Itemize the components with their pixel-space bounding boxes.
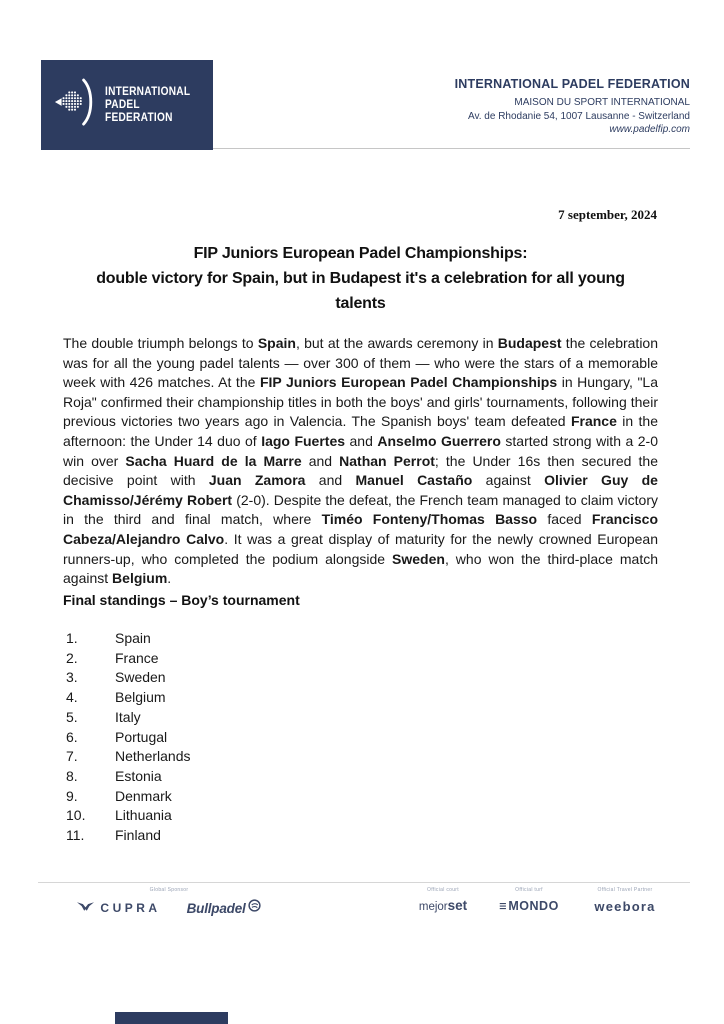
sponsor-label-turf: Official turf xyxy=(515,887,543,893)
standings-item xyxy=(66,629,191,649)
footer-divider xyxy=(38,882,690,883)
standings-item xyxy=(66,806,191,826)
standings-country: Sweden xyxy=(115,669,166,686)
sponsor-group-court xyxy=(399,887,487,914)
standings-country: Netherlands xyxy=(115,748,191,765)
mejorset-wordmark-mejor: mejor xyxy=(418,901,448,913)
address-line-1: MAISON DU SPORT INTERNATIONAL xyxy=(514,97,690,108)
bullpadel-logo xyxy=(187,899,261,917)
letterhead-logo-block xyxy=(41,60,213,150)
bullpadel-wordmark: Bullpadel xyxy=(186,900,246,916)
standings-rank: 10. xyxy=(66,807,86,824)
standings-rank: 5. xyxy=(66,708,78,725)
sponsor-label-travel: Official Travel Partner xyxy=(597,887,653,893)
org-name: INTERNATIONAL PADEL FEDERATION xyxy=(454,77,690,91)
sponsor-group-travel xyxy=(573,887,677,914)
standings-item xyxy=(66,728,191,748)
sponsor-label-court: Official court xyxy=(427,887,459,893)
weebora-wordmark: weebora xyxy=(594,899,656,914)
standings-item xyxy=(66,767,191,787)
standings-country: Denmark xyxy=(115,787,172,804)
logo-wordmark xyxy=(105,86,190,125)
address-line-2: Av. de Rhodanie 54, 1007 Lausanne - Switzerland xyxy=(467,110,690,122)
sponsor-group-turf xyxy=(485,887,573,913)
bullpadel-ball-icon xyxy=(248,899,261,917)
cupra-emblem-icon xyxy=(77,899,94,917)
website-url: www.padelfip.com xyxy=(609,124,690,135)
mondo-bars-icon: ☰ xyxy=(499,901,507,911)
standings-item xyxy=(66,787,191,807)
standings-country: Spain xyxy=(115,630,151,646)
article-body: The double triumph belongs to Spain, but at the awards ceremony in Budapest the celebration was for all the young padel talents — over 300 of them — who were the stars of a memorable week with 426 matches. At the FIP Juniors European Padel Championships in Hungary, "La Roja" confirmed their championship titles in both the boys' and girls' tournaments, following their previous victories two years ago in Valencia. The Spanish boys' team defeated France in the afternoon: the Under 14 duo of Iago Fuertes and Anselmo Guerrero started strong with a 2-0 win over Sacha Huard de la Marre and Nathan Perrot; the Under 16s then secured the decisive point with Juan Zamora and Manuel Castaño against Olivier Guy de Chamisso/Jérémy Robert (2-0). Despite the defeat, the French team managed to claim victory in the third and final match, where Timéo Fonteny/Thomas Basso faced Francisco Cabeza/Alejandro Calvo. It was a great display of maturity for the newly crowned European runners-up, who completed the podium alongside Sweden, who won the third-place match against Belgium. xyxy=(63,335,659,587)
standings-rank: 11. xyxy=(66,827,85,844)
header-divider xyxy=(213,148,690,149)
title-line-1: FIP Juniors European Padel Championships: xyxy=(193,245,528,262)
standings-item xyxy=(66,668,191,688)
logo-wordmark-line: FEDERATION xyxy=(104,111,173,124)
standings-country: Italy xyxy=(115,708,141,725)
standings-rank: 1. xyxy=(66,630,78,646)
cupra-wordmark: CUPRA xyxy=(100,901,161,915)
standings-rank: 7. xyxy=(66,748,78,765)
standings-list xyxy=(66,629,191,846)
standings-country: Lithuania xyxy=(115,807,172,824)
standings-item xyxy=(66,747,191,767)
standings-item xyxy=(66,688,191,708)
standings-country: Portugal xyxy=(115,728,168,745)
standings-rank: 2. xyxy=(66,649,78,666)
mondo-wordmark: MONDO xyxy=(508,899,559,913)
mejorset-logo xyxy=(399,899,487,914)
article-title xyxy=(63,241,658,316)
standings-rank: 4. xyxy=(66,689,78,706)
standings-country: Finland xyxy=(115,827,161,844)
standings-item xyxy=(66,649,191,669)
standings-rank: 3. xyxy=(66,669,78,686)
logo-wordmark-line: PADEL xyxy=(104,98,140,111)
mondo-logo xyxy=(485,899,573,913)
letterhead-address xyxy=(455,77,690,137)
sponsor-label-global: Global Sponsor xyxy=(149,887,189,893)
standings-country: France xyxy=(115,649,159,666)
standings-item xyxy=(66,708,191,728)
standings-country: Estonia xyxy=(115,767,162,784)
title-line-2: double victory for Spain, but in Budapest it's a celebration for all young xyxy=(96,270,625,287)
sponsor-group-global xyxy=(63,887,275,917)
cupra-logo xyxy=(77,899,160,917)
mejorset-wordmark-set: set xyxy=(447,898,468,913)
standings-item xyxy=(66,826,191,846)
title-line-3: talents xyxy=(335,295,386,312)
global-sponsor-logos xyxy=(63,899,275,917)
standings-rank: 6. xyxy=(66,728,78,745)
standings-rank: 9. xyxy=(66,787,78,804)
standings-heading: Final standings – Boy’s tournament xyxy=(63,592,300,608)
standings-country: Belgium xyxy=(115,689,166,706)
document-date: 7 september, 2024 xyxy=(558,207,657,222)
padel-federation-logo-icon xyxy=(53,76,97,135)
bottom-accent-bar xyxy=(115,1012,228,1024)
logo-wordmark-line: INTERNATIONAL xyxy=(104,85,190,98)
standings-rank: 8. xyxy=(66,767,78,784)
